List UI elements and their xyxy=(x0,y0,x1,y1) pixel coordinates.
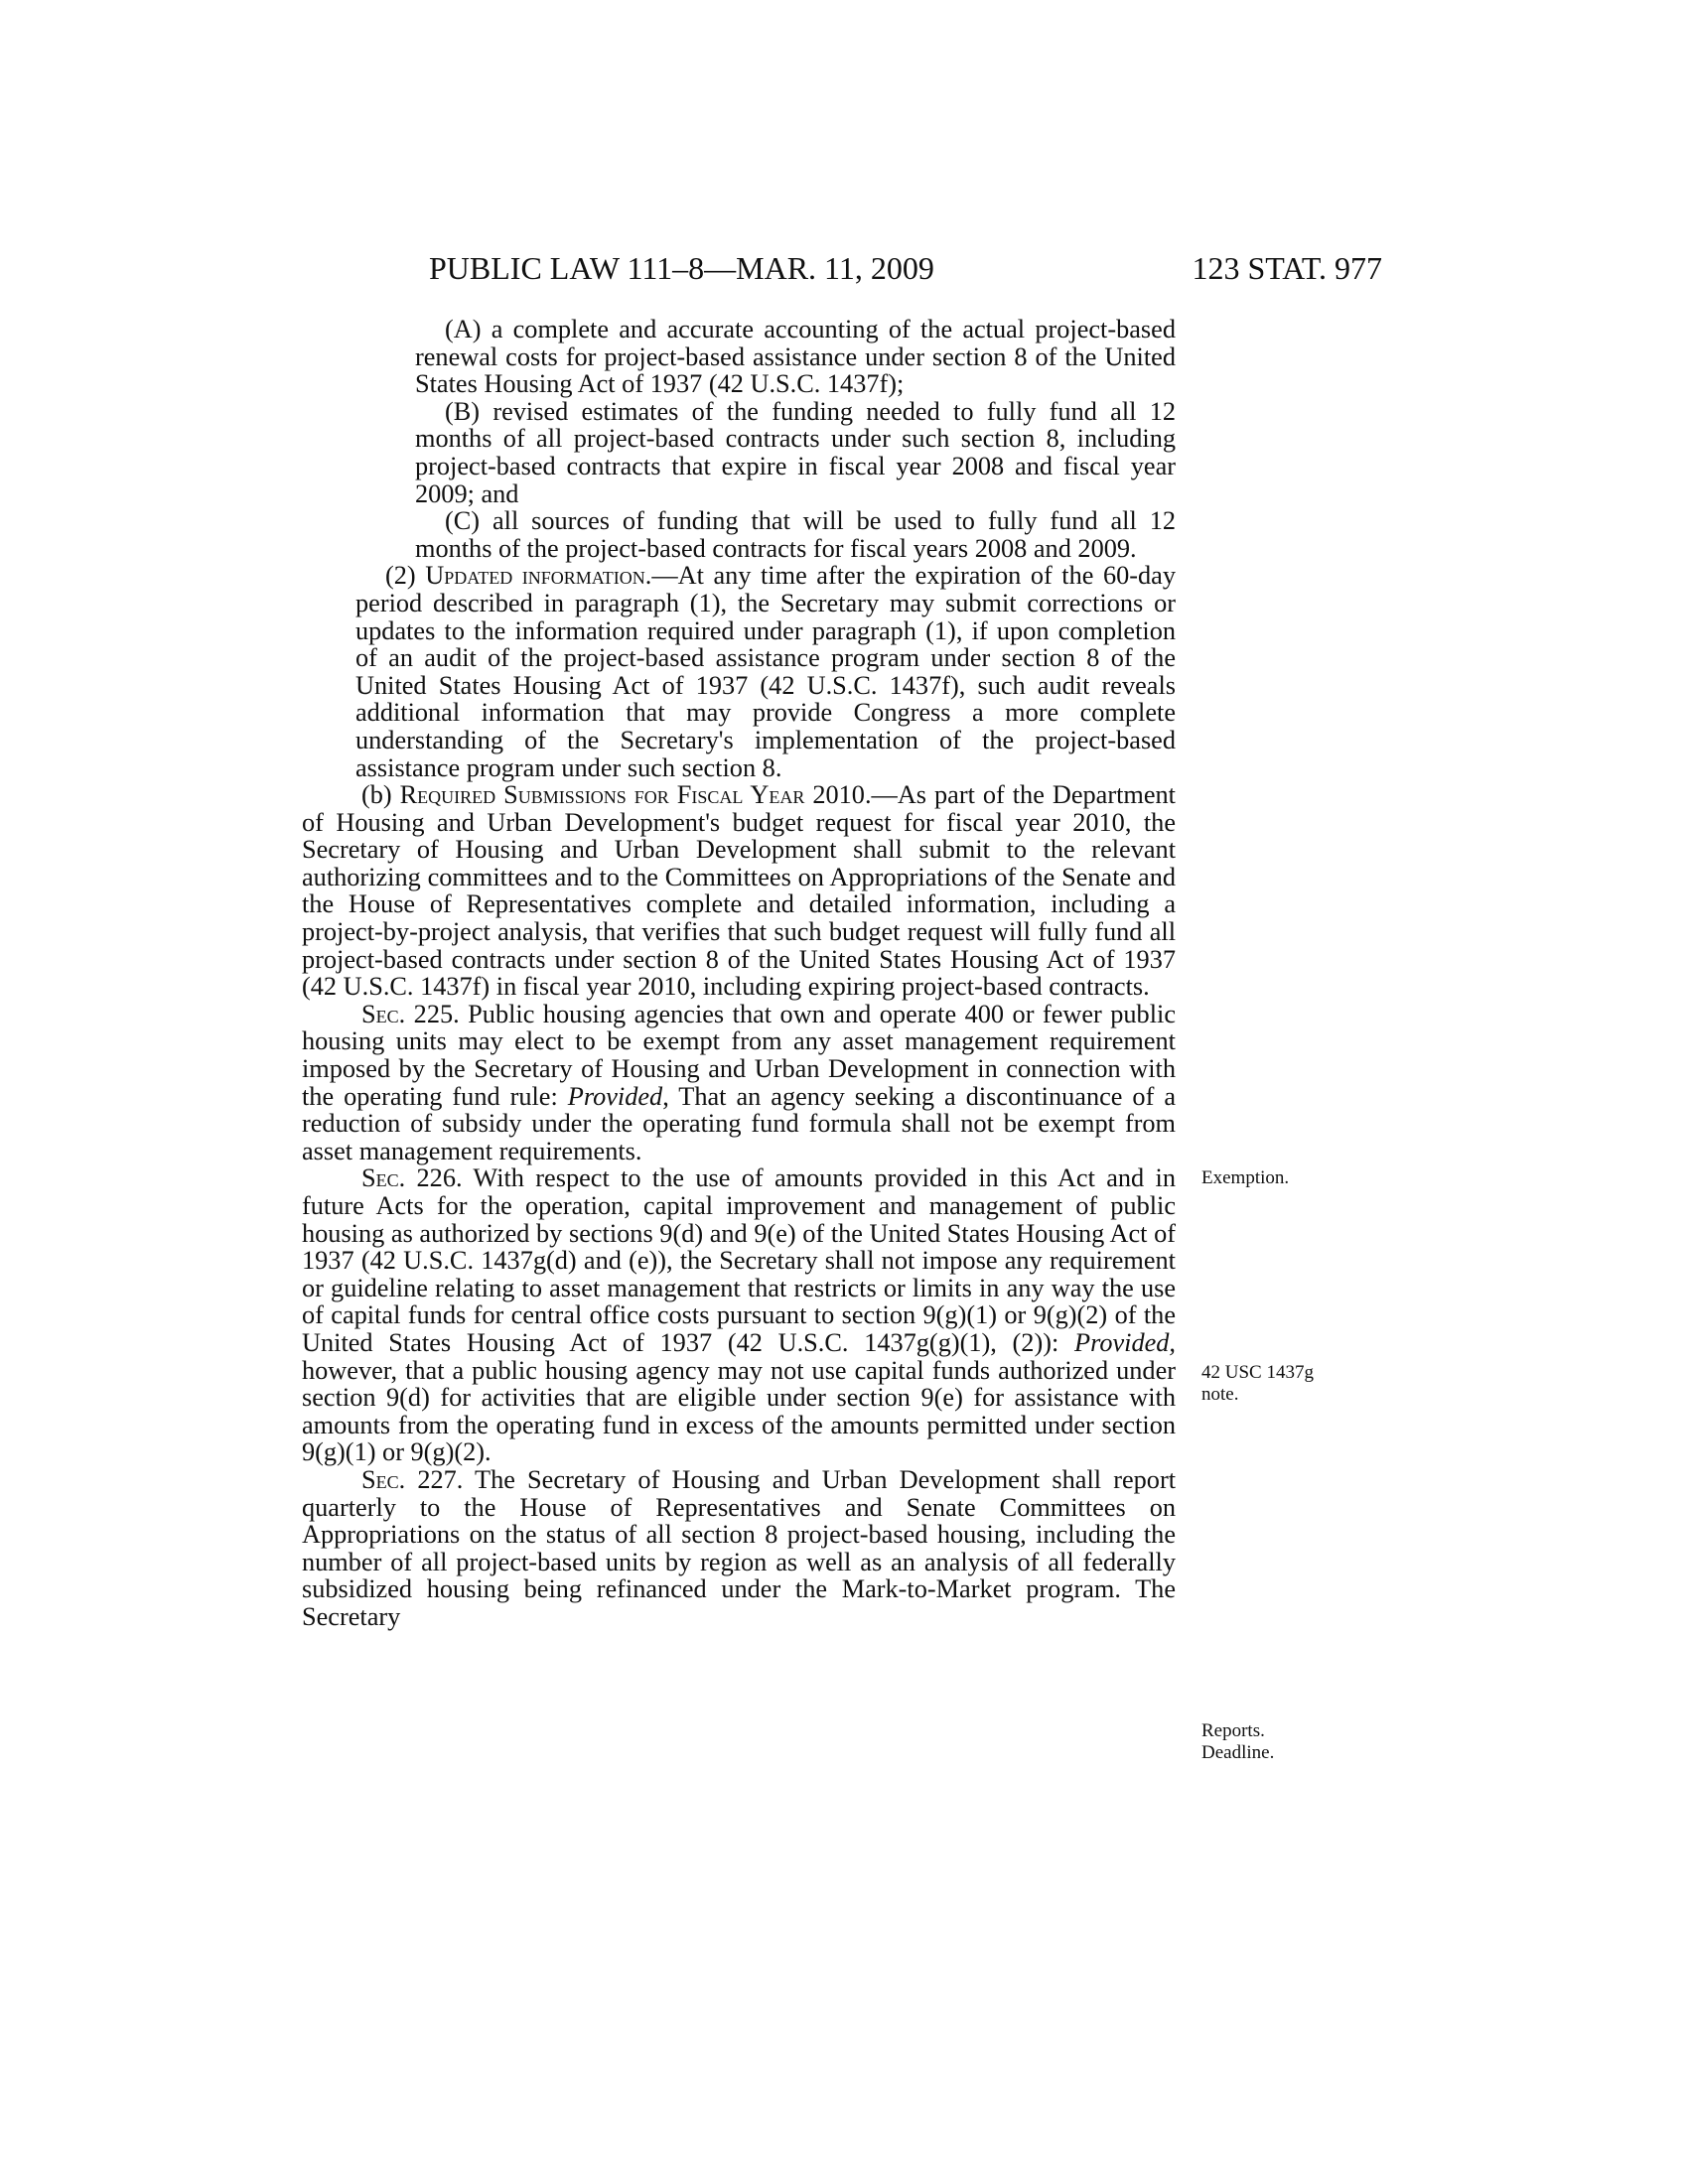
margin-note-text: Deadline. xyxy=(1201,1742,1275,1763)
margin-note-exemption xyxy=(1201,1167,1350,1189)
proviso-term: Provided, xyxy=(1074,1327,1176,1357)
running-title: PUBLIC LAW 111–8—MAR. 11, 2009 xyxy=(429,250,934,286)
statute-page-number: 123 STAT. 977 xyxy=(1192,250,1382,286)
section-226 xyxy=(302,1164,1176,1466)
margin-note-text: 42 USC 1437g xyxy=(1201,1362,1314,1383)
paragraph-number: (2) xyxy=(385,561,426,591)
section-text: The Secretary of Housing and Urban Development shall report quarterly to the House of Representatives and Senate Committees on Appropriations on the status of all section 8 project-based housing, including the number of all project-based units by region as well as an analysis of all federally subsidized housing being refinanced under the Mark-to-Market program. The Secretary xyxy=(302,1464,1177,1631)
subsection-heading: Required Submissions for Fiscal Year 2010. xyxy=(399,780,872,810)
margin-note-text: note. xyxy=(1201,1384,1239,1405)
margin-note-usc xyxy=(1201,1362,1350,1406)
section-text: Public housing agencies that own and operate 400 or fewer public housing units may elect to be exempt from any asset management requirement imposed by the Secretary of Housing and Urban Development in connection with the operating fund rule: xyxy=(302,999,1176,1111)
subparagraph-a: (A) a complete and accurate accounting of the actual project-based renewal costs for project-based assistance under section 8 of the United States Housing Act of 1937 (42 U.S.C. 1437f); xyxy=(415,315,1176,399)
paragraph-text: —At any time after the expiration of the 60-day period described in paragraph (1), the Secretary may submit corrections or updates to the information required under paragraph (1), if upon completion of an audit of the project-based assistance program under section 8 of the United States Housing Act of 1937 (42 U.S.C. 1437f), such audit reveals additional information that may provide Congress a more complete understanding of the Secretary's implementation of the project-based assistance program under such section 8. xyxy=(355,561,1176,782)
section-text: , That an agency seeking a discontinuance of a reduction of subsidy under the operating fund formula shall not be exempt from asset management requirements. xyxy=(302,1081,1176,1165)
page-header xyxy=(429,250,1382,290)
subsection-text: —As part of the Department of Housing and Urban Development's budget request for fiscal year 2010, the Secretary of Housing and Urban Development shall submit to the relevant authorizing committees and to the Committees on Appropriations of the Senate and the House of Representatives complete and detailed information, including a project-by-project analysis, that verifies that such budget request will fully fund all project-based contracts under section 8 of the United States Housing Act of 1937 (42 U.S.C. 1437f) in fiscal year 2010, including expiring project-based contracts. xyxy=(302,780,1176,1002)
margin-note-text: Reports. xyxy=(1201,1720,1265,1741)
subparagraph-c: (C) all sources of funding that will be used to fully fund all 12 months of the project-based contracts for fiscal years 2008 and 2009. xyxy=(415,506,1176,563)
proviso-term: Provided xyxy=(567,1081,663,1111)
document-body xyxy=(302,316,1176,1631)
margin-note-reports xyxy=(1201,1720,1350,1764)
subsection-b xyxy=(302,781,1176,1001)
section-text: With respect to the use of amounts provided in this Act and in future Acts for the operation, capital improvement and management of public housing as authorized by sections 9(d) and 9(e) of the United States Housing Act of 1937 (42 U.S.C. 1437g(d) and (e)), the Secretary shall not impose any requirement or guideline relating to asset management that restricts or limits in any way the use of capital funds for central office costs pursuant to section 9(g)(1) or 9(g)(2) of the United States Housing Act of 1937 (42 U.S.C. 1437g(g)(1), (2)): xyxy=(302,1163,1176,1357)
section-227 xyxy=(302,1466,1176,1631)
paragraph-2 xyxy=(302,562,1176,781)
paragraph-heading: Updated information. xyxy=(425,561,652,591)
subsection-number: (b) xyxy=(361,780,400,810)
subparagraph-b: (B) revised estimates of the funding needed to fully fund all 12 months of all project-based contracts under such section 8, including project-based contracts that expire in fiscal year 2008 and fiscal year 2009; and xyxy=(415,396,1176,508)
section-label: Sec. 225. xyxy=(361,999,460,1028)
section-label: Sec. 226. xyxy=(361,1163,463,1193)
margin-note-text: Exemption. xyxy=(1201,1167,1290,1188)
section-label: Sec. 227. xyxy=(361,1464,464,1494)
section-225 xyxy=(302,1001,1176,1165)
section-text: however, that a public housing agency may not use capital funds authorized under section 9(d) for activities that are eligible under section 9(e) for assistance with amounts from the operating fund in excess of the amounts permitted under section 9(g)(1) or 9(g)(2). xyxy=(302,1355,1176,1467)
